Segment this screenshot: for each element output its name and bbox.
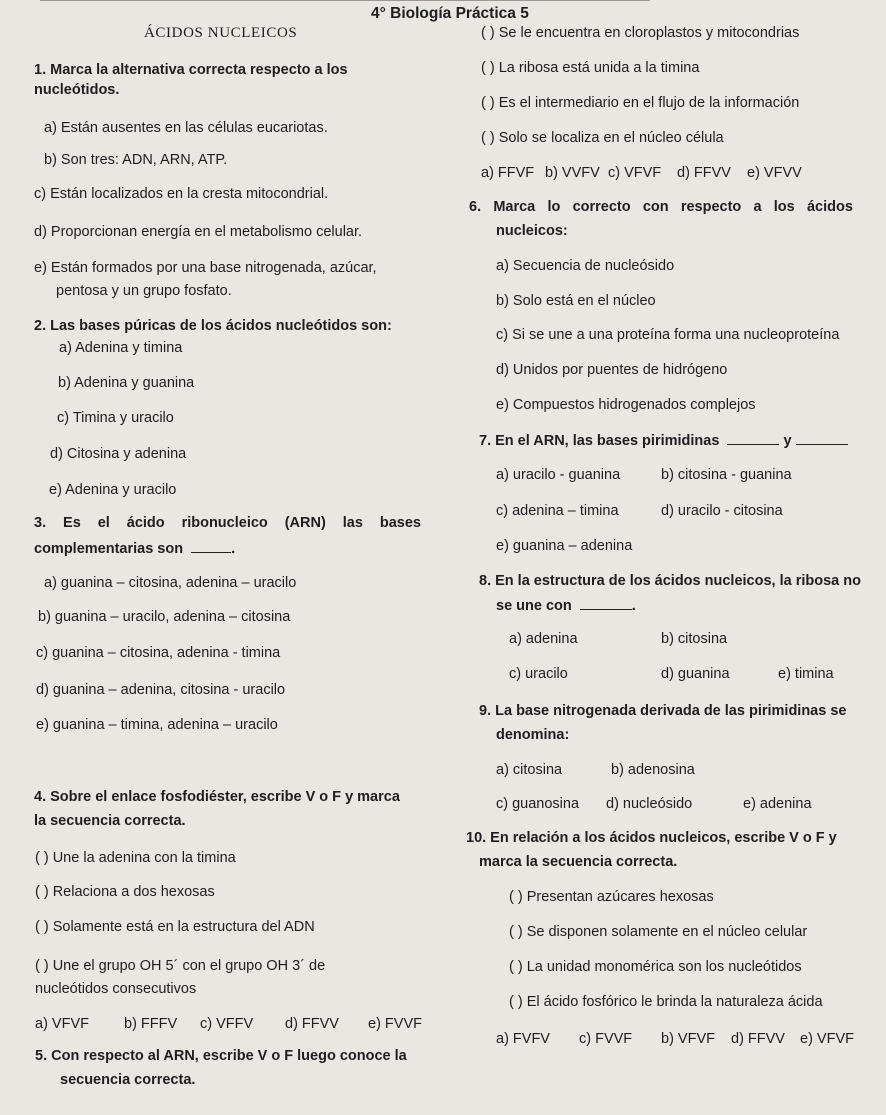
q10-option-d: d) FFVV [731, 1031, 785, 1047]
q1-option-a: a) Están ausentes en las células eucariotas. [44, 120, 328, 136]
q7-stem-text: 7. En el ARN, las bases pirimidinas [479, 433, 720, 449]
q8-stem-text: se une con [496, 598, 572, 614]
q6-option-a: a) Secuencia de nucleósido [496, 258, 675, 274]
q3-stem-word: las [342, 515, 363, 531]
q10-statement-4: ( ) El ácido fosfórico le brinda la naturaleza ácida [509, 994, 823, 1010]
q5-option-e: e) VFVV [747, 165, 802, 181]
q4-statement-4-line2: nucleótidos consecutivos [35, 981, 197, 997]
q8-stem-period: . [631, 598, 636, 614]
q6-stem-word: a [753, 199, 762, 215]
q4-stem-line1: 4. Sobre el enlace fosfodiéster, escribe V o F y marca [34, 789, 400, 805]
q7-stem-y: y [783, 433, 792, 449]
q6-stem-word: ácidos [806, 199, 853, 215]
q7-option-a: a) uracilo - guanina [496, 467, 621, 483]
q9-option-c: c) guanosina [496, 796, 580, 812]
q8-option-a: a) adenina [509, 631, 578, 647]
q6-stem-word: correcto [572, 199, 631, 215]
q8-answer-blank[interactable] [580, 597, 632, 610]
q3-option-c: c) guanina – citosina, adenina - timina [36, 645, 281, 661]
q10-option-e: e) VFVF [800, 1031, 854, 1047]
q5-option-a: a) FFVF [481, 165, 535, 181]
q3-stem-word: (ARN) [284, 515, 326, 531]
q5-statement-4: ( ) Solo se localiza en el núcleo célula [481, 130, 724, 146]
q7-option-c: c) adenina – timina [496, 503, 619, 519]
q3-answer-blank[interactable] [191, 540, 231, 553]
top-rule [40, 0, 650, 1]
q10-stem-line2: marca la secuencia correcta. [479, 854, 678, 870]
q6-stem-word: Marca [493, 199, 536, 215]
q3-stem-line1 [34, 515, 421, 532]
q7-answer-blank-1[interactable] [727, 432, 779, 445]
q1-stem-line1: 1. Marca la alternativa correcta respecto a los [34, 62, 348, 78]
q9-stem-line2: denomina: [496, 727, 570, 743]
q4-statement-1: ( ) Une la adenina con la timina [35, 850, 236, 866]
q1-option-c: c) Están localizados en la cresta mitocondrial. [34, 186, 329, 202]
q3-stem-word: Es [63, 515, 81, 531]
q4-statement-2: ( ) Relaciona a dos hexosas [35, 884, 215, 900]
q10-option-a: a) FVFV [496, 1031, 550, 1047]
q9-option-b: b) adenosina [611, 762, 695, 778]
q3-stem-line2 [34, 540, 235, 558]
q3-option-b: b) guanina – uracilo, adenina – citosina [38, 609, 291, 625]
q9-option-a: a) citosina [496, 762, 563, 778]
q5-statement-2: ( ) La ribosa está unida a la timina [481, 60, 700, 76]
q3-option-a: a) guanina – citosina, adenina – uracilo [44, 575, 297, 591]
q6-option-c: c) Si se une a una proteína forma una nucleoproteína [496, 327, 840, 343]
q3-stem-word: ácido [126, 515, 165, 531]
q2-option-d: d) Citosina y adenina [50, 446, 187, 462]
q4-statement-4-line1: ( ) Une el grupo OH 5´ con el grupo OH 3´ de [35, 958, 326, 974]
q8-option-b: b) citosina [661, 631, 728, 647]
q3-option-e: e) guanina – timina, adenina – uracilo [36, 717, 278, 733]
q2-option-e: e) Adenina y uracilo [49, 482, 177, 498]
q5-statement-3: ( ) Es el intermediario en el flujo de la información [481, 95, 800, 111]
q6-stem-line1 [469, 199, 853, 216]
q9-stem-line1: 9. La base nitrogenada derivada de las pirimidinas se [479, 703, 847, 719]
q2-option-a: a) Adenina y timina [59, 340, 183, 356]
q6-stem-line2: nucleicos: [496, 223, 568, 239]
q2-stem: 2. Las bases púricas de los ácidos nucleótidos son: [34, 318, 392, 334]
q9-option-d: d) nucleósido [606, 796, 693, 812]
q4-option-c: c) VFFV [200, 1016, 254, 1032]
q10-statement-3: ( ) La unidad monomérica son los nucleótidos [509, 959, 802, 975]
q7-option-d: d) uracilo - citosina [661, 503, 783, 519]
q4-option-a: a) VFVF [35, 1016, 89, 1032]
q5-option-b: b) VVFV [545, 165, 600, 181]
q6-stem-word: con [642, 199, 669, 215]
section-heading: ÁCIDOS NUCLEICOS [144, 25, 298, 41]
q10-statement-1: ( ) Presentan azúcares hexosas [509, 889, 714, 905]
q3-stem-word: 3. [34, 515, 47, 531]
q1-option-b: b) Son tres: ADN, ARN, ATP. [44, 152, 228, 168]
q1-option-e-line1: e) Están formados por una base nitrogenada, azúcar, [34, 260, 377, 276]
q5-option-c: c) VFVF [608, 165, 662, 181]
q4-stem-line2: la secuencia correcta. [34, 813, 186, 829]
q8-option-d: d) guanina [661, 666, 730, 682]
q8-stem-line1: 8. En la estructura de los ácidos nucleicos, la ribosa no [479, 573, 861, 589]
q3-option-d: d) guanina – adenina, citosina - uracilo [36, 682, 286, 698]
q5-statement-1: ( ) Se le encuentra en cloroplastos y mitocondrias [481, 25, 800, 41]
q1-stem-line2: nucleótidos. [34, 82, 120, 98]
q5-option-d: d) FFVV [677, 165, 731, 181]
q6-option-e: e) Compuestos hidrogenados complejos [496, 397, 756, 413]
q4-option-d: d) FFVV [285, 1016, 339, 1032]
q2-option-c: c) Timina y uracilo [57, 410, 174, 426]
q7-stem [479, 432, 848, 450]
q1-option-e-line2: pentosa y un grupo fosfato. [56, 283, 232, 299]
q6-stem-word: 6. [469, 199, 482, 215]
q1-option-d: d) Proporcionan energía en el metabolismo celular. [34, 224, 363, 240]
q8-option-c: c) uracilo [509, 666, 568, 682]
q6-stem-word: los [773, 199, 795, 215]
q5-stem-line2: secuencia correcta. [60, 1072, 196, 1088]
page-title: 4° Biología Práctica 5 [371, 5, 529, 22]
q3-stem-word: ribonucleico [181, 515, 268, 531]
q2-option-b: b) Adenina y guanina [58, 375, 195, 391]
q8-option-e: e) timina [778, 666, 834, 682]
q5-stem-line1: 5. Con respecto al ARN, escribe V o F luego conoce la [35, 1048, 407, 1064]
q10-option-b: b) VFVF [661, 1031, 715, 1047]
q4-option-e: e) FVVF [368, 1016, 422, 1032]
q6-option-d: d) Unidos por puentes de hidrógeno [496, 362, 728, 378]
q6-stem-word: lo [547, 199, 561, 215]
q7-option-e: e) guanina – adenina [496, 538, 633, 554]
q3-stem-period: . [231, 541, 236, 557]
q10-statement-2: ( ) Se disponen solamente en el núcleo celular [509, 924, 808, 940]
q3-stem-text: complementarias son [34, 541, 184, 557]
q4-statement-3: ( ) Solamente está en la estructura del ADN [35, 919, 315, 935]
q10-option-c: c) FVVF [579, 1031, 633, 1047]
q8-stem-line2 [496, 597, 636, 615]
q7-answer-blank-2[interactable] [796, 432, 848, 445]
q4-option-b: b) FFFV [124, 1016, 178, 1032]
q10-stem-line1: 10. En relación a los ácidos nucleicos, escribe V o F y [466, 830, 837, 846]
q3-stem-word: el [97, 515, 110, 531]
q3-stem-word: bases [379, 515, 421, 531]
q7-option-b: b) citosina - guanina [661, 467, 792, 483]
q6-option-b: b) Solo está en el núcleo [496, 293, 656, 309]
q6-stem-word: respecto [680, 199, 742, 215]
q9-option-e: e) adenina [743, 796, 812, 812]
